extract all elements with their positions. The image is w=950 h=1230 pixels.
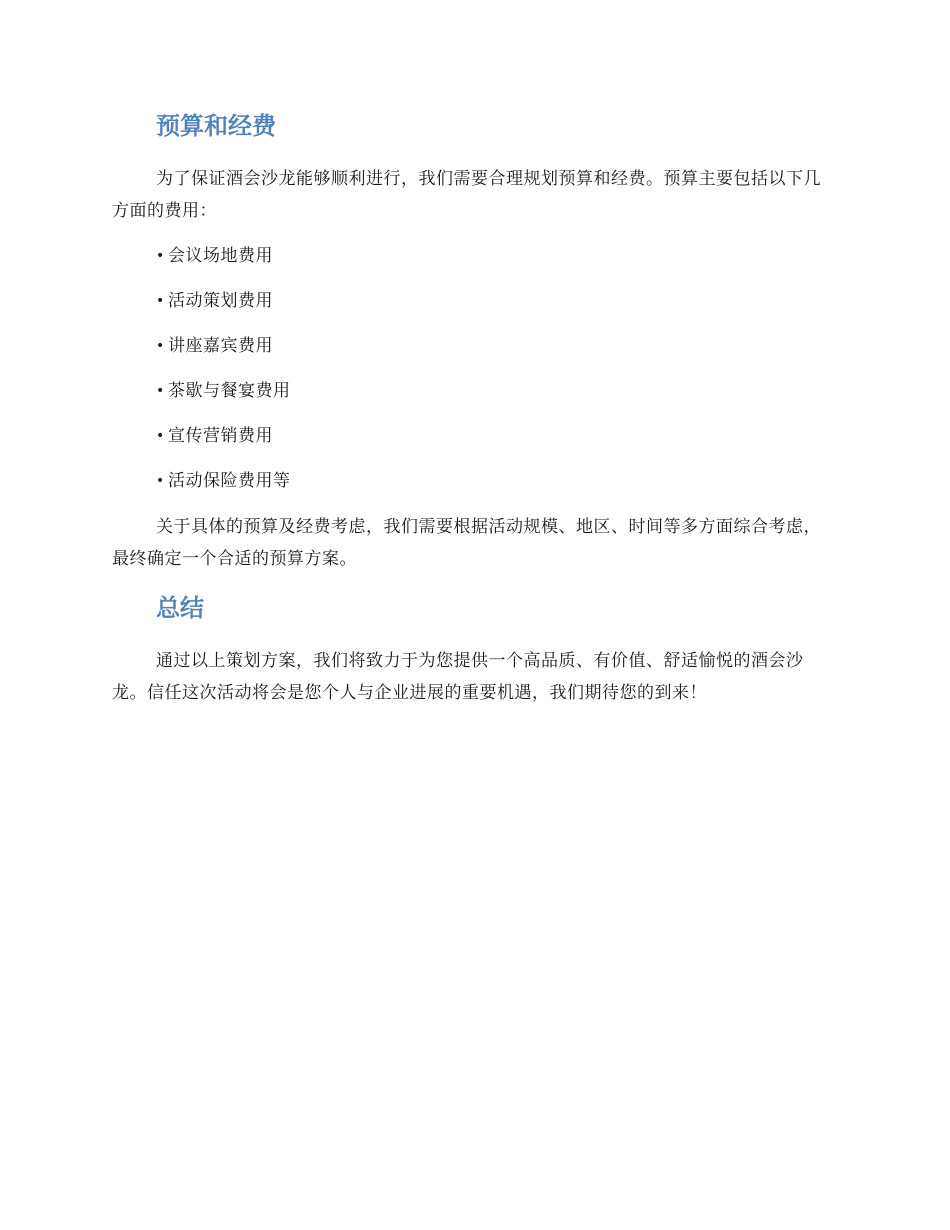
list-item-label: 宣传营销费用 [168,426,273,446]
list-item-label: 茶歇与餐宴费用 [168,381,291,401]
budget-heading: 预算和经费 [156,112,276,140]
list-item-label: 会议场地费用 [168,246,273,266]
budget-items-list [112,244,291,514]
budget-intro-paragraph: 为了保证酒会沙龙能够顺利进行，我们需要合理规划预算和经费。预算主要包括以下几方面的费用： [112,169,821,221]
list-item-label: 活动保险费用等 [168,471,291,491]
list-item [112,289,291,334]
bullet-icon: • [156,338,165,354]
bullet-icon: • [156,293,165,309]
bullet-icon: • [156,248,165,264]
list-item-label: 活动策划费用 [168,291,273,311]
list-item [112,379,291,424]
bullet-icon: • [156,428,165,444]
bullet-icon: • [156,473,165,489]
list-item-label: 讲座嘉宾费用 [168,336,273,356]
list-item [112,424,291,469]
bullet-icon: • [156,383,165,399]
summary-paragraph: 通过以上策划方案，我们将致力于为您提供一个高品质、有价值、舒适愉悦的酒会沙龙。信任这次活动将会是您个人与企业进展的重要机遇，我们期待您的到来！ [112,651,804,703]
list-item [112,469,291,514]
list-item [112,244,291,289]
list-item [112,334,291,379]
budget-closing-paragraph: 关于具体的预算及经费考虑，我们需要根据活动规模、地区、时间等多方面综合考虑，最终确定一个合适的预算方案。 [112,517,821,569]
summary-heading: 总结 [156,594,204,622]
